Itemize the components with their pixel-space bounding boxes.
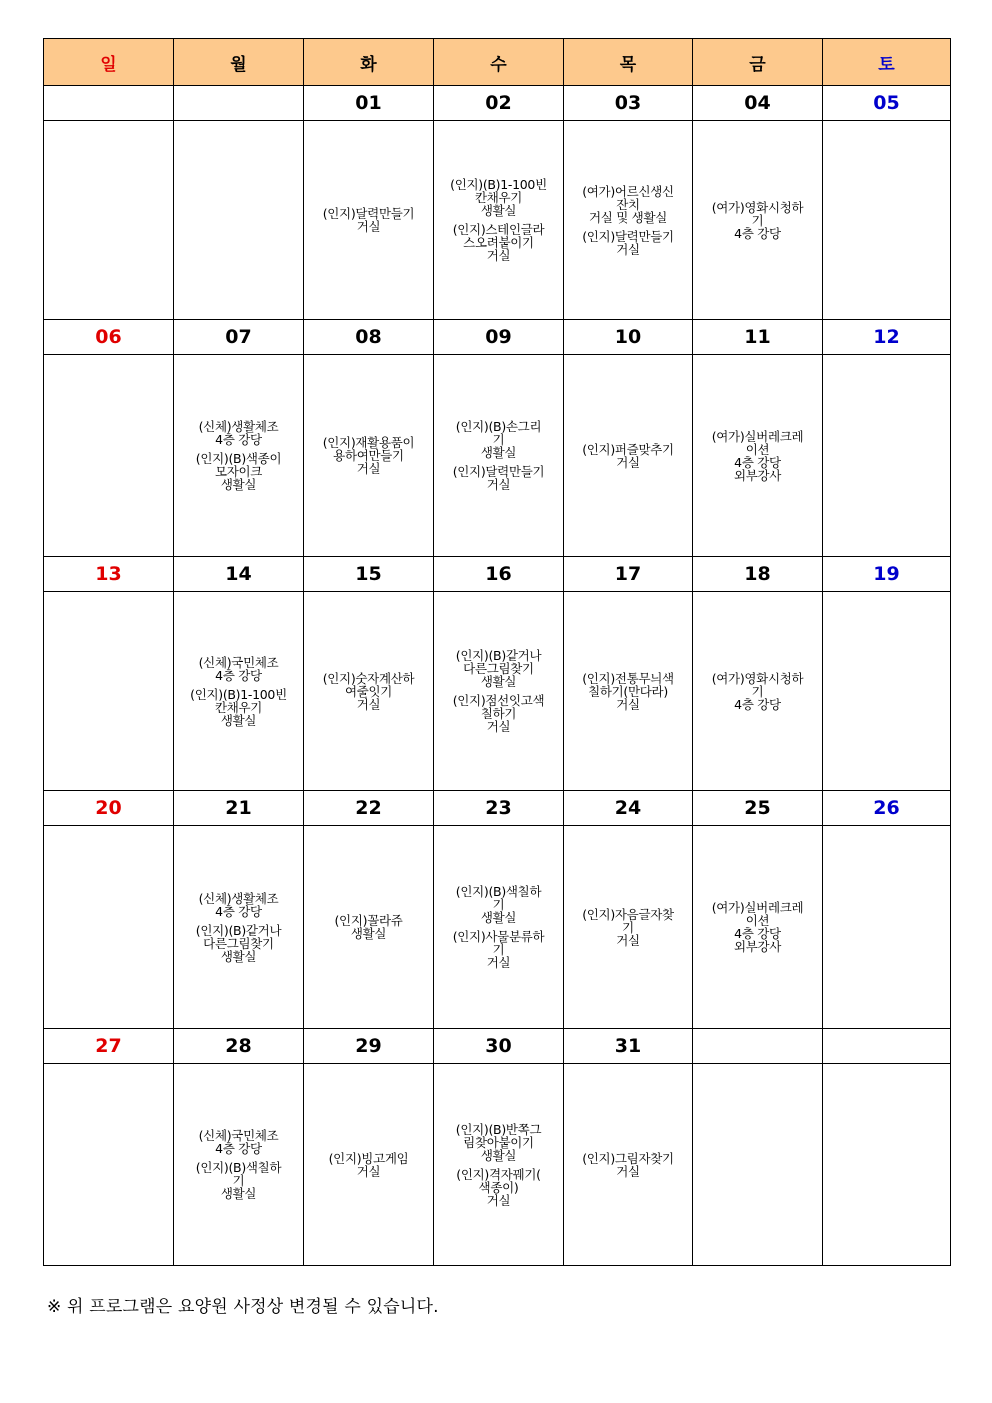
activity-line: 4층 강당 xyxy=(215,903,262,919)
activity-cell xyxy=(564,592,693,791)
activity-cell xyxy=(174,826,304,1029)
activity-line: (인지)(B)1-100빈 xyxy=(450,177,547,192)
activity-cell xyxy=(44,1064,174,1266)
activity-line: 거실 xyxy=(616,932,640,948)
activity-line: (인지)자음글자찾 xyxy=(582,906,674,922)
activity-row xyxy=(44,592,951,791)
activity-line: 칸채우기 xyxy=(214,699,263,715)
activity-line: 거실 xyxy=(356,461,381,476)
date-cell: 30 xyxy=(434,1029,564,1064)
date-cell: 01 xyxy=(304,86,434,121)
activity-entry xyxy=(180,1161,297,1200)
weekday-thu: 목 xyxy=(564,39,693,86)
date-cell: 13 xyxy=(44,557,174,592)
date-cell: 09 xyxy=(434,320,564,355)
date-cell xyxy=(44,86,174,121)
activity-entry xyxy=(570,1152,686,1178)
activity-line: 용하여만들기 xyxy=(333,448,404,463)
date-cell xyxy=(823,1029,951,1064)
date-row xyxy=(44,557,951,592)
activity-cell xyxy=(174,1064,304,1266)
activity-cell xyxy=(304,592,434,791)
activity-cell xyxy=(434,1064,564,1266)
activity-line: 생활실 xyxy=(220,477,257,492)
activity-line: 거실 xyxy=(616,241,640,257)
activity-line: 4층 강당 xyxy=(215,432,262,447)
activity-cell xyxy=(174,592,304,791)
activity-line: 외부강사 xyxy=(733,467,782,483)
activity-cell xyxy=(693,121,823,320)
weekday-sun: 일 xyxy=(44,39,174,86)
activity-entry xyxy=(699,672,816,711)
activity-cell xyxy=(564,355,693,557)
activity-line: 기 xyxy=(751,683,764,699)
activity-line: 이션 xyxy=(745,441,770,457)
activity-cell xyxy=(823,592,951,791)
activity-line: 거실 xyxy=(486,719,511,734)
activity-line: 4층 강당 xyxy=(215,1141,262,1156)
date-cell xyxy=(693,1029,823,1064)
activity-line: 생활실 xyxy=(480,445,517,460)
activity-entry xyxy=(570,908,686,947)
activity-cell xyxy=(693,826,823,1029)
activity-entry xyxy=(180,892,297,918)
activity-line: (인지)꼴라쥬 xyxy=(334,913,403,928)
date-cell: 08 xyxy=(304,320,434,355)
activity-cell xyxy=(434,826,564,1029)
activity-cell xyxy=(823,1064,951,1266)
activity-line: (인지)점선잇고색 xyxy=(452,693,545,708)
activity-cell xyxy=(823,826,951,1029)
date-cell: 19 xyxy=(823,557,951,592)
weekday-sat: 토 xyxy=(823,39,951,86)
activity-line: 칠하기 xyxy=(480,706,517,721)
activity-entry xyxy=(180,1129,297,1155)
activity-line: (인지)(B)색종이 xyxy=(195,451,282,466)
date-cell: 18 xyxy=(693,557,823,592)
activity-line: 잔치 xyxy=(616,196,640,212)
activity-line: 다른그림찾기 xyxy=(203,935,274,951)
activity-line: 거실 xyxy=(486,1192,511,1208)
activity-line: (인지)숫자계산하 xyxy=(322,670,415,686)
activity-line: 기 xyxy=(232,1173,245,1188)
date-cell: 11 xyxy=(693,320,823,355)
activity-line: 다른그림찾기 xyxy=(463,661,534,676)
activity-cell xyxy=(434,355,564,557)
activity-entry xyxy=(310,207,427,233)
activity-cell xyxy=(564,1064,693,1266)
date-cell: 21 xyxy=(174,791,304,826)
activity-row xyxy=(44,826,951,1029)
weekday-wed: 수 xyxy=(434,39,564,86)
activity-entry xyxy=(699,430,816,482)
date-cell: 14 xyxy=(174,557,304,592)
activity-line: (인지)(B)같거나 xyxy=(195,922,282,938)
activity-line: 거실 xyxy=(486,955,511,970)
activity-cell xyxy=(44,826,174,1029)
activity-line: 생활실 xyxy=(220,948,257,964)
activity-line: (여가)어르신생신 xyxy=(582,183,674,199)
weekday-fri: 금 xyxy=(693,39,823,86)
activity-line: (인지)(B)색칠하 xyxy=(195,1160,282,1175)
activity-line: 거실 xyxy=(616,696,640,712)
date-cell: 04 xyxy=(693,86,823,121)
activity-cell xyxy=(564,826,693,1029)
monthly-program-calendar xyxy=(43,38,951,1266)
activity-cell xyxy=(693,1064,823,1266)
activity-line: 거실 xyxy=(486,248,511,263)
activity-line: 기 xyxy=(492,897,505,912)
date-row xyxy=(44,791,951,826)
date-cell: 24 xyxy=(564,791,693,826)
activity-line: (인지)재활용품이 xyxy=(322,435,415,450)
date-cell: 16 xyxy=(434,557,564,592)
activity-line: 생활실 xyxy=(480,674,517,689)
activity-line: 생활실 xyxy=(480,910,517,925)
weekday-tue: 화 xyxy=(304,39,434,86)
activity-line: (신체)국민체조 xyxy=(198,654,279,670)
activity-line: 모자이크 xyxy=(214,464,263,479)
activity-line: (신체)생활체조 xyxy=(198,419,279,434)
activity-cell xyxy=(174,121,304,320)
activity-line: 4층 강당 xyxy=(734,225,781,241)
activity-line: (인지)달력만들기 xyxy=(582,228,674,244)
activity-cell xyxy=(434,592,564,791)
activity-entry xyxy=(440,420,557,459)
activity-line: 기 xyxy=(751,212,764,228)
weekday-header-row xyxy=(44,39,951,86)
activity-cell xyxy=(693,592,823,791)
activity-line: 기 xyxy=(622,919,634,935)
footnote: ※ 위 프로그램은 요양원 사정상 변경될 수 있습니다. xyxy=(47,1297,439,1317)
activity-entry xyxy=(180,420,297,446)
activity-cell xyxy=(44,355,174,557)
activity-line: (인지)격자꿰기( xyxy=(456,1166,541,1182)
date-cell: 31 xyxy=(564,1029,693,1064)
activity-line: 4층 강당 xyxy=(734,926,781,941)
activity-entry xyxy=(699,901,816,953)
date-row xyxy=(44,1029,951,1064)
activity-line: 4층 강당 xyxy=(215,667,262,683)
activity-line: (여가)실버레크레 xyxy=(711,900,804,915)
activity-row xyxy=(44,121,951,320)
activity-line: 림찾아붙이기 xyxy=(463,1134,534,1150)
activity-line: (인지)스테인글라 xyxy=(452,222,545,237)
activity-line: 생활실 xyxy=(220,712,257,728)
activity-cell xyxy=(44,121,174,320)
activity-line: 거실 xyxy=(616,1163,640,1179)
activity-line: 기 xyxy=(492,942,505,957)
activity-line: 여줄잇기 xyxy=(344,683,393,699)
activity-entry xyxy=(440,1168,557,1207)
activity-entry xyxy=(180,688,297,727)
activity-line: 생활실 xyxy=(480,203,517,218)
activity-entry xyxy=(440,1123,557,1162)
activity-entry xyxy=(440,930,557,969)
activity-cell xyxy=(304,1064,434,1266)
activity-line: (신체)국민체조 xyxy=(198,1128,279,1143)
activity-entry xyxy=(570,230,686,256)
activity-line: 외부강사 xyxy=(733,939,782,954)
activity-cell xyxy=(823,121,951,320)
date-cell: 10 xyxy=(564,320,693,355)
date-cell: 26 xyxy=(823,791,951,826)
activity-line: (인지)(B)색칠하 xyxy=(455,884,542,899)
activity-line: 거실 xyxy=(356,696,381,712)
activity-line: (인지)달력만들기 xyxy=(322,206,415,221)
date-cell: 06 xyxy=(44,320,174,355)
activity-line: 거실 xyxy=(356,219,381,234)
activity-cell xyxy=(564,121,693,320)
activity-entry xyxy=(310,672,427,711)
activity-entry xyxy=(440,694,557,733)
date-cell: 20 xyxy=(44,791,174,826)
activity-cell xyxy=(823,355,951,557)
activity-entry xyxy=(440,223,557,262)
activity-line: 칸채우기 xyxy=(474,190,523,205)
activity-cell xyxy=(434,121,564,320)
activity-cell xyxy=(304,355,434,557)
activity-row xyxy=(44,355,951,557)
date-cell: 23 xyxy=(434,791,564,826)
activity-line: (인지)(B)손그리 xyxy=(455,419,542,434)
activity-line: 4층 강당 xyxy=(734,454,781,470)
date-cell: 05 xyxy=(823,86,951,121)
activity-line: 생활실 xyxy=(480,1147,517,1163)
activity-entry xyxy=(180,452,297,491)
activity-line: (인지)전통무늬색 xyxy=(582,670,674,686)
activity-line: (신체)생활체조 xyxy=(198,890,279,906)
activity-entry xyxy=(180,656,297,682)
date-cell: 02 xyxy=(434,86,564,121)
date-cell: 25 xyxy=(693,791,823,826)
activity-line: (여가)실버레크레 xyxy=(711,428,804,444)
activity-entry xyxy=(440,885,557,924)
date-cell: 15 xyxy=(304,557,434,592)
activity-line: (인지)(B)같거나 xyxy=(455,648,542,663)
activity-line: 스오려붙이기 xyxy=(463,235,534,250)
date-cell: 03 xyxy=(564,86,693,121)
activity-line: 거실 xyxy=(616,454,640,470)
activity-entry xyxy=(570,185,686,224)
activity-line: (인지)퍼즐맞추기 xyxy=(582,441,674,457)
activity-line: (여가)영화시청하 xyxy=(711,199,804,215)
date-row xyxy=(44,320,951,355)
activity-line: (인지)달력만들기 xyxy=(452,464,545,479)
activity-line: (인지)(B)1-100빈 xyxy=(190,686,287,702)
activity-entry xyxy=(570,672,686,711)
activity-entry xyxy=(310,914,427,940)
activity-entry xyxy=(699,201,816,240)
date-cell: 29 xyxy=(304,1029,434,1064)
date-cell xyxy=(174,86,304,121)
activity-line: 거실 xyxy=(356,1163,381,1179)
activity-cell xyxy=(174,355,304,557)
activity-line: (여가)영화시청하 xyxy=(711,670,804,686)
activity-line: 기 xyxy=(492,432,505,447)
activity-line: (인지)빙고게임 xyxy=(328,1150,409,1166)
activity-entry xyxy=(570,443,686,469)
activity-line: 이션 xyxy=(745,913,770,928)
activity-line: 거실 및 생활실 xyxy=(589,209,667,225)
activity-line: 색종이) xyxy=(478,1179,519,1195)
activity-cell xyxy=(44,592,174,791)
date-cell: 12 xyxy=(823,320,951,355)
date-cell: 07 xyxy=(174,320,304,355)
activity-entry xyxy=(440,465,557,491)
activity-entry xyxy=(310,1152,427,1178)
activity-cell xyxy=(304,826,434,1029)
date-cell: 28 xyxy=(174,1029,304,1064)
activity-entry xyxy=(440,178,557,217)
activity-line: 생활실 xyxy=(220,1186,257,1201)
date-cell: 27 xyxy=(44,1029,174,1064)
activity-cell xyxy=(304,121,434,320)
activity-entry xyxy=(310,436,427,475)
activity-line: 생활실 xyxy=(350,926,387,941)
weekday-mon: 월 xyxy=(174,39,304,86)
activity-line: 4층 강당 xyxy=(734,696,781,712)
activity-line: 칠하기(만다라) xyxy=(588,683,668,699)
date-cell: 22 xyxy=(304,791,434,826)
activity-cell xyxy=(693,355,823,557)
activity-entry xyxy=(180,924,297,963)
date-row xyxy=(44,86,951,121)
activity-line: (인지)(B)반쪽그 xyxy=(455,1121,542,1137)
date-cell: 17 xyxy=(564,557,693,592)
activity-line: 거실 xyxy=(486,477,511,492)
activity-entry xyxy=(440,649,557,688)
activity-line: (인지)그림자찾기 xyxy=(582,1150,674,1166)
activity-row xyxy=(44,1064,951,1266)
activity-line: (인지)사물분류하 xyxy=(452,929,545,944)
